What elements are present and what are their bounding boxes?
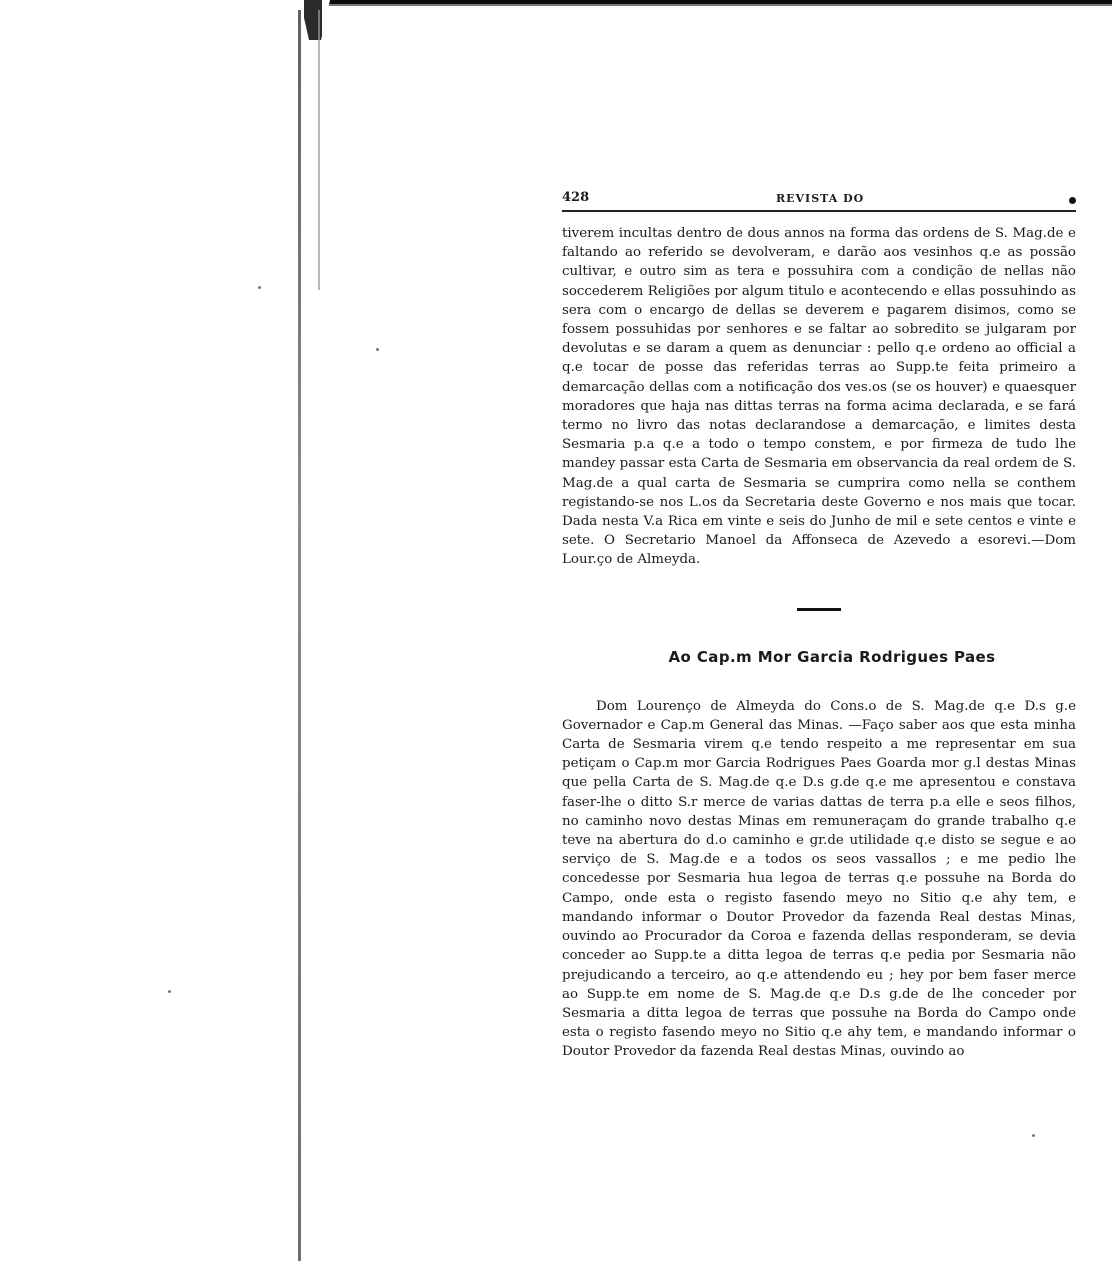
scan-top-edge	[310, 0, 1112, 12]
paragraph-continued: tiverem incultas dentro de dous annos na forma das ordens de S. Mag.de e faltando ao referido se devolveram, e darão aos vesinhos q.e as possão cultivar, e outro sim as tera e possuhira com a condição de nellas não soccederem Religiões por algum titulo e acontecendo e ellas possuhindo as sera com o encargo de dellas se deverem e pagarem disimos, como se fossem possuhidas por senhores e se faltar ao sobredito se julgaram por devolutas e se daram a quem as denunciar : pello q.e ordeno ao official a q.e tocar de posse das referidas terras ao Supp.te feita primeiro a demarcação dellas com a notificação dos ves.os (se os houver) e quaesquer moradores que haja nas dittas terras na forma acima declarada, e se fará termo no livro das notas declarandose a demarcação, e limites desta Sesmaria p.a q.e a todo o tempo constem, e por firmeza de tudo lhe mandey passar esta Carta de Sesmaria em observancia da real ordem de S. Mag.de a qual carta de Sesmaria se cumprira como nella se conthem registando-se nos L.os da Secretaria deste Governo e nos mais que tocar. Dada nesta V.a Rica em vinte e seis do Junho de mil e sete centos e vinte e sete. O Secretario Manoel da Affonseca de Azevedo a esorevi.—Dom Lour.ço de Almeyda.	[562, 226, 1076, 568]
book-gutter-inner	[318, 10, 320, 290]
journal-title: REVISTA DO	[776, 192, 865, 205]
book-gutter	[298, 10, 301, 1261]
paragraph-sesmaria: Dom Lourenço de Almeyda do Cons.o de S. Mag.de q.e D.s g.e Governador e Cap.m General das Minas. —Faço saber aos que esta minha Carta de Sesmaria virem q.e tendo respeito a me representar em sua petiçam o Cap.m mor Garcia Rodrigues Paes Goarda mor g.l destas Minas que pella Carta de S. Mag.de q.e D.s g.de q.e me apresentou e constava faser-lhe o ditto S.r merce de varias dattas de terra p.a elle e seos filhos, no caminho novo destas Minas em remuneraçam do grande trabalho q.e teve na abertura do d.o caminho e gr.de utilidade q.e disto se segue e ao serviço de S. Mag.de e a todos os seos vassallos ; e me pedio lhe concedesse por Sesmaria hua legoa de terras q.e possuhe na Borda do Campo, onde esta o registo fasendo meyo no Sitio q.e ahy tem, e mandando informar o Doutor Provedor da fazenda Real destas Minas, ouvindo ao Procurador da Coroa e fazenda dellas responderam, se devia conceder ao Supp.te a ditta legoa de terras q.e pedia por Sesmaria não prejudicando a terceiro, ao q.e attendendo eu ; hey por bem faser merce ao Supp.te em nome de S. Mag.de q.e D.s g.de de lhe conceder por Sesmaria a ditta legoa de terras que possuhe na Borda do Campo onde esta o registo fasendo meyo no Sitio q.e ahy tem, e mandando informar o Doutor Provedor da fazenda Real destas Minas, ouvindo ao	[562, 698, 1076, 1060]
scan-corner-shadow	[300, 0, 330, 40]
running-head	[562, 186, 1076, 212]
page-number: 428	[562, 190, 590, 205]
book-page	[562, 186, 1076, 1062]
scan-speck	[376, 348, 379, 351]
scan-speck	[258, 286, 261, 289]
scan-speck	[168, 990, 171, 993]
section-divider	[797, 608, 841, 611]
head-ornament-dot	[1069, 197, 1076, 204]
scan-speck	[1032, 1134, 1035, 1137]
section-heading: Ao Cap.m Mor Garcia Rodrigues Paes	[668, 647, 996, 666]
